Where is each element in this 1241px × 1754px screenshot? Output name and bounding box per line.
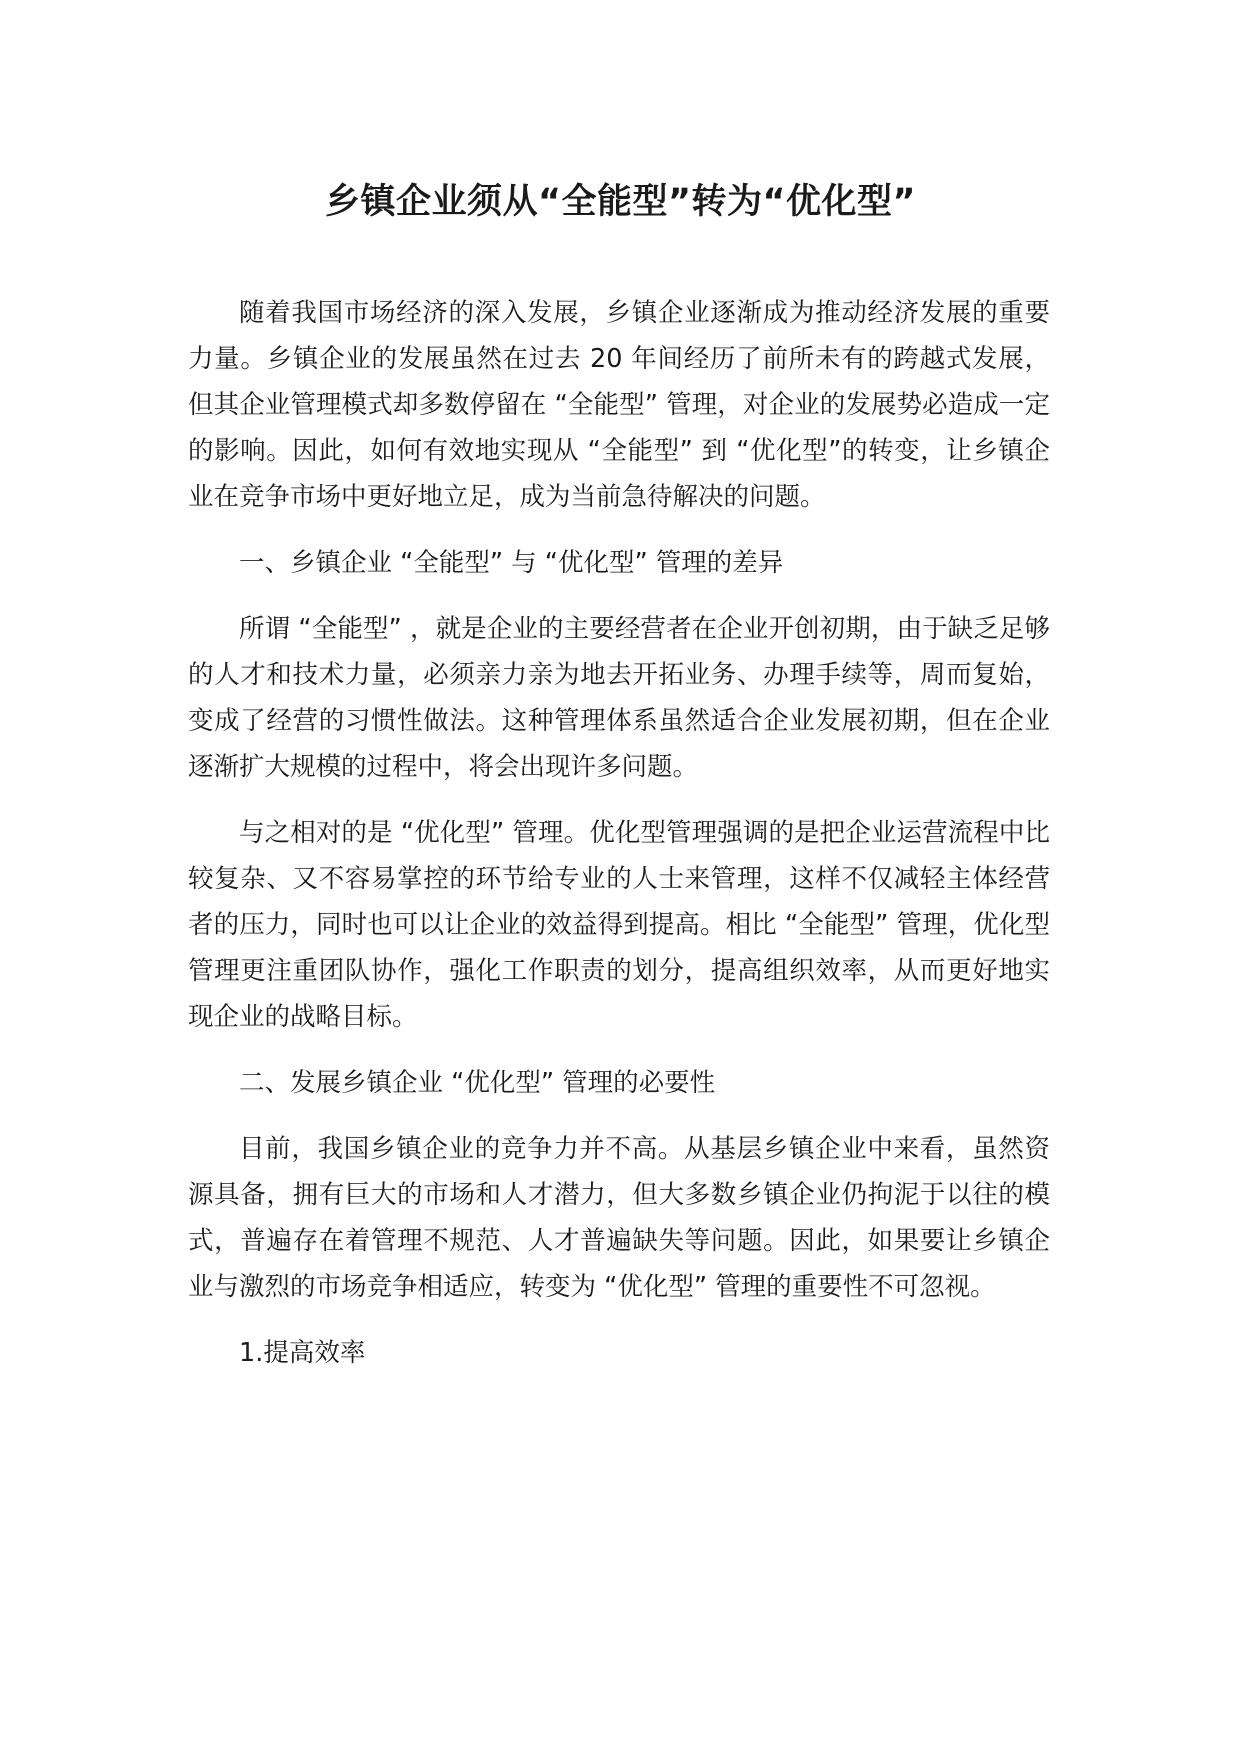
- paragraph-necessity: 目前，我国乡镇企业的竞争力并不高。从基层乡镇企业中来看，虽然资源具备，拥有巨大的市场和人才潜力，但大多数乡镇企业仍拘泥于以往的模式，普遍存在着管理不规范、人才普遍缺失等问题。因此，如果要让乡镇企业与激烈的市场竞争相适应，转变为 “优化型” 管理的重要性不可忽视。: [188, 1134, 1050, 1302]
- section-heading-2: 二、发展乡镇企业 “优化型” 管理的必要性: [239, 1068, 716, 1098]
- document-title: 乡镇企业须从“全能型”转为“优化型”: [324, 182, 916, 222]
- document-body: [188, 290, 1050, 1396]
- subsection-heading-1: 1.提高效率: [239, 1338, 366, 1368]
- paragraph-all-round-definition: 所谓 “全能型” ，就是企业的主要经营者在企业开创初期，由于缺乏足够的人才和技术力量，必须亲力亲为地去开拓业务、办理手续等，周而复始，变成了经营的习惯性做法。这种管理体系虽然适合企业发展初期，但在企业逐渐扩大规模的过程中，将会出现许多问题。: [188, 614, 1050, 782]
- section-heading-1: 一、乡镇企业 “全能型” 与 “优化型” 管理的差异: [239, 548, 784, 578]
- paragraph-intro: 随着我国市场经济的深入发展，乡镇企业逐渐成为推动经济发展的重要力量。乡镇企业的发展虽然在过去 20 年间经历了前所未有的跨越式发展，但其企业管理模式却多数停留在 “全能型” 管理，对企业的发展势必造成一定的影响。因此，如何有效地实现从 “全能型” 到 “优化型”的转变，让乡镇企业在竞争市场中更好地立足，成为当前急待解决的问题。: [188, 298, 1050, 512]
- paragraph-optimized-definition: 与之相对的是 “优化型” 管理。优化型管理强调的是把企业运营流程中比较复杂、又不容易掌控的环节给专业的人士来管理，这样不仅减轻主体经营者的压力，同时也可以让企业的效益得到提高。相比 “全能型” 管理，优化型管理更注重团队协作，强化工作职责的划分，提高组织效率，从而更好地实现企业的战略目标。: [188, 818, 1050, 1032]
